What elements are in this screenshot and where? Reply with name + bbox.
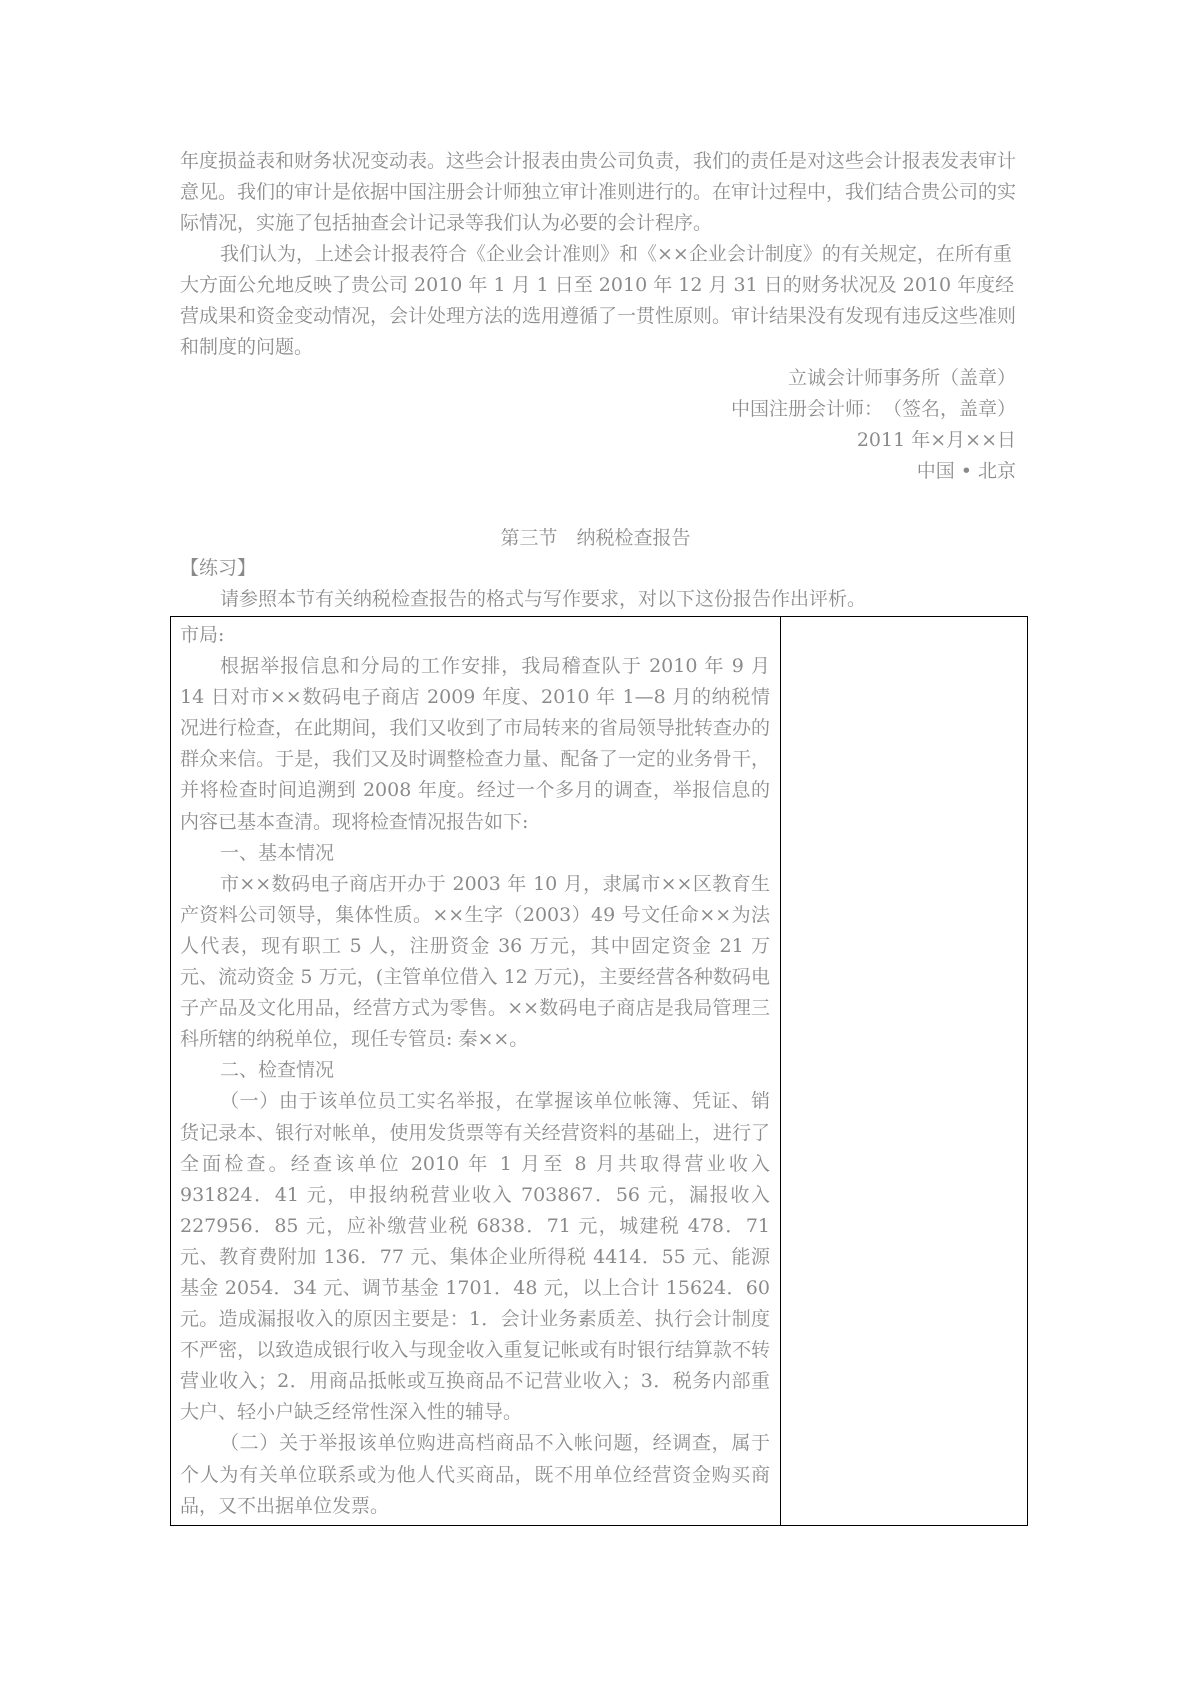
section-title: 第三节 纳税检查报告 (500, 527, 691, 549)
exercise-instruction: 请参照本节有关纳税检查报告的格式与写作要求，对以下这份报告作出评析。 (220, 588, 867, 610)
report-salutation: 市局: (180, 624, 225, 646)
table-column-divider (780, 616, 781, 1526)
signature-firm: 立诚会计师事务所（盖章） (787, 367, 1016, 389)
report-cell (180, 620, 770, 1522)
audit-paragraph-2: 我们认为，上述会计报表符合《企业会计准则》和《××企业会计制度》的有关规定，在所有重大方面公允地反映了贵公司 2010 年 1 月 1 日至 2010 年 12 月 31 日的财务状况及 2010 年度经营成果和资金变动情况，会计处理方法的选用遵循了一贯性原则。审计结果没有发现有违反这些准则和制度的问题。 (180, 243, 1017, 358)
report-heading-basic: 一、基本情况 (220, 841, 335, 864)
report-heading-check: 二、检查情况 (220, 1059, 335, 1082)
report-check-item-1: （一）由于该单位员工实名举报，在掌握该单位帐簿、凭证、销货记录本、银行对帐单，使用发货票等有关经营资料的基础上，进行了全面检查。经查该单位 2010 年 1 月至 8 月共取得营业收入 931824．41 元，申报纳税营业收入 703867．56 元，漏报收入 227956．85 元，应补缴营业税 6838．71 元，城建税 478．71 元、教育费附加 136．77 元、集体企业所得税 4414．55 元、能源基金 2054．34 元、调节基金 1701．48 元，以上合计 15624．60 元。造成漏报收入的原因主要是：1．会计业务素质差、执行会计制度不严密，以致造成银行收入与现金收入重复记帐或有时银行结算款不转营业收入；2．用商品抵帐或互换商品不记营业收入；3．税务内部重大户、轻小户缺乏经常性深入性的辅导。 (180, 1090, 770, 1424)
report-intro: 根据举报信息和分局的工作安排，我局稽查队于 2010 年 9 月 14 日对市××数码电子商店 2009 年度、2010 年 1—8 月的纳税情况进行检查，在此期间，我们又收到了市局转来的省局领导批转查办的群众来信。于是，我们又及时调整检查力量、配备了一定的业务骨干，并将检查时间追溯到 2008 年度。经过一个多月的调查，举报信息的内容已基本查清。现将检查情况报告如下: (180, 655, 770, 833)
signature-cpa: 中国注册会计师： （签名，盖章） (730, 398, 1016, 420)
report-basic-info: 市××数码电子商店开办于 2003 年 10 月，隶属市××区教育生产资料公司领导，集体性质。××生字（2003）49 号文任命××为法人代表，现有职工 5 人，注册资金 36 万元，其中固定资金 21 万元、流动资金 5 万元，(主管单位借入 12 万元)，主要经营各种数码电子产品及文化用品，经营方式为零售。××数码电子商店是我局管理三科所辖的纳税单位，现任专管员: 秦××。 (180, 872, 770, 1051)
signature-date: 2011 年×月××日 (856, 429, 1016, 451)
signature-place: 中国 • 北京 (916, 460, 1016, 482)
audit-paragraph-1: 年度损益表和财务状况变动表。这些会计报表由贵公司负责，我们的责任是对这些会计报表发表审计意见。我们的审计是依据中国注册会计师独立审计准则进行的。在审计过程中，我们结合贵公司的实际情况，实施了包括抽查会计记录等我们认为必要的会计程序。 (180, 150, 1017, 234)
exercise-label: 【练习】 (180, 557, 257, 579)
report-check-item-2: （二）关于举报该单位购进高档商品不入帐问题，经调查，属于个人为有关单位联系或为他人代买商品，既不用单位经营资金购买商品，又不出据单位发票。 (180, 1432, 770, 1517)
